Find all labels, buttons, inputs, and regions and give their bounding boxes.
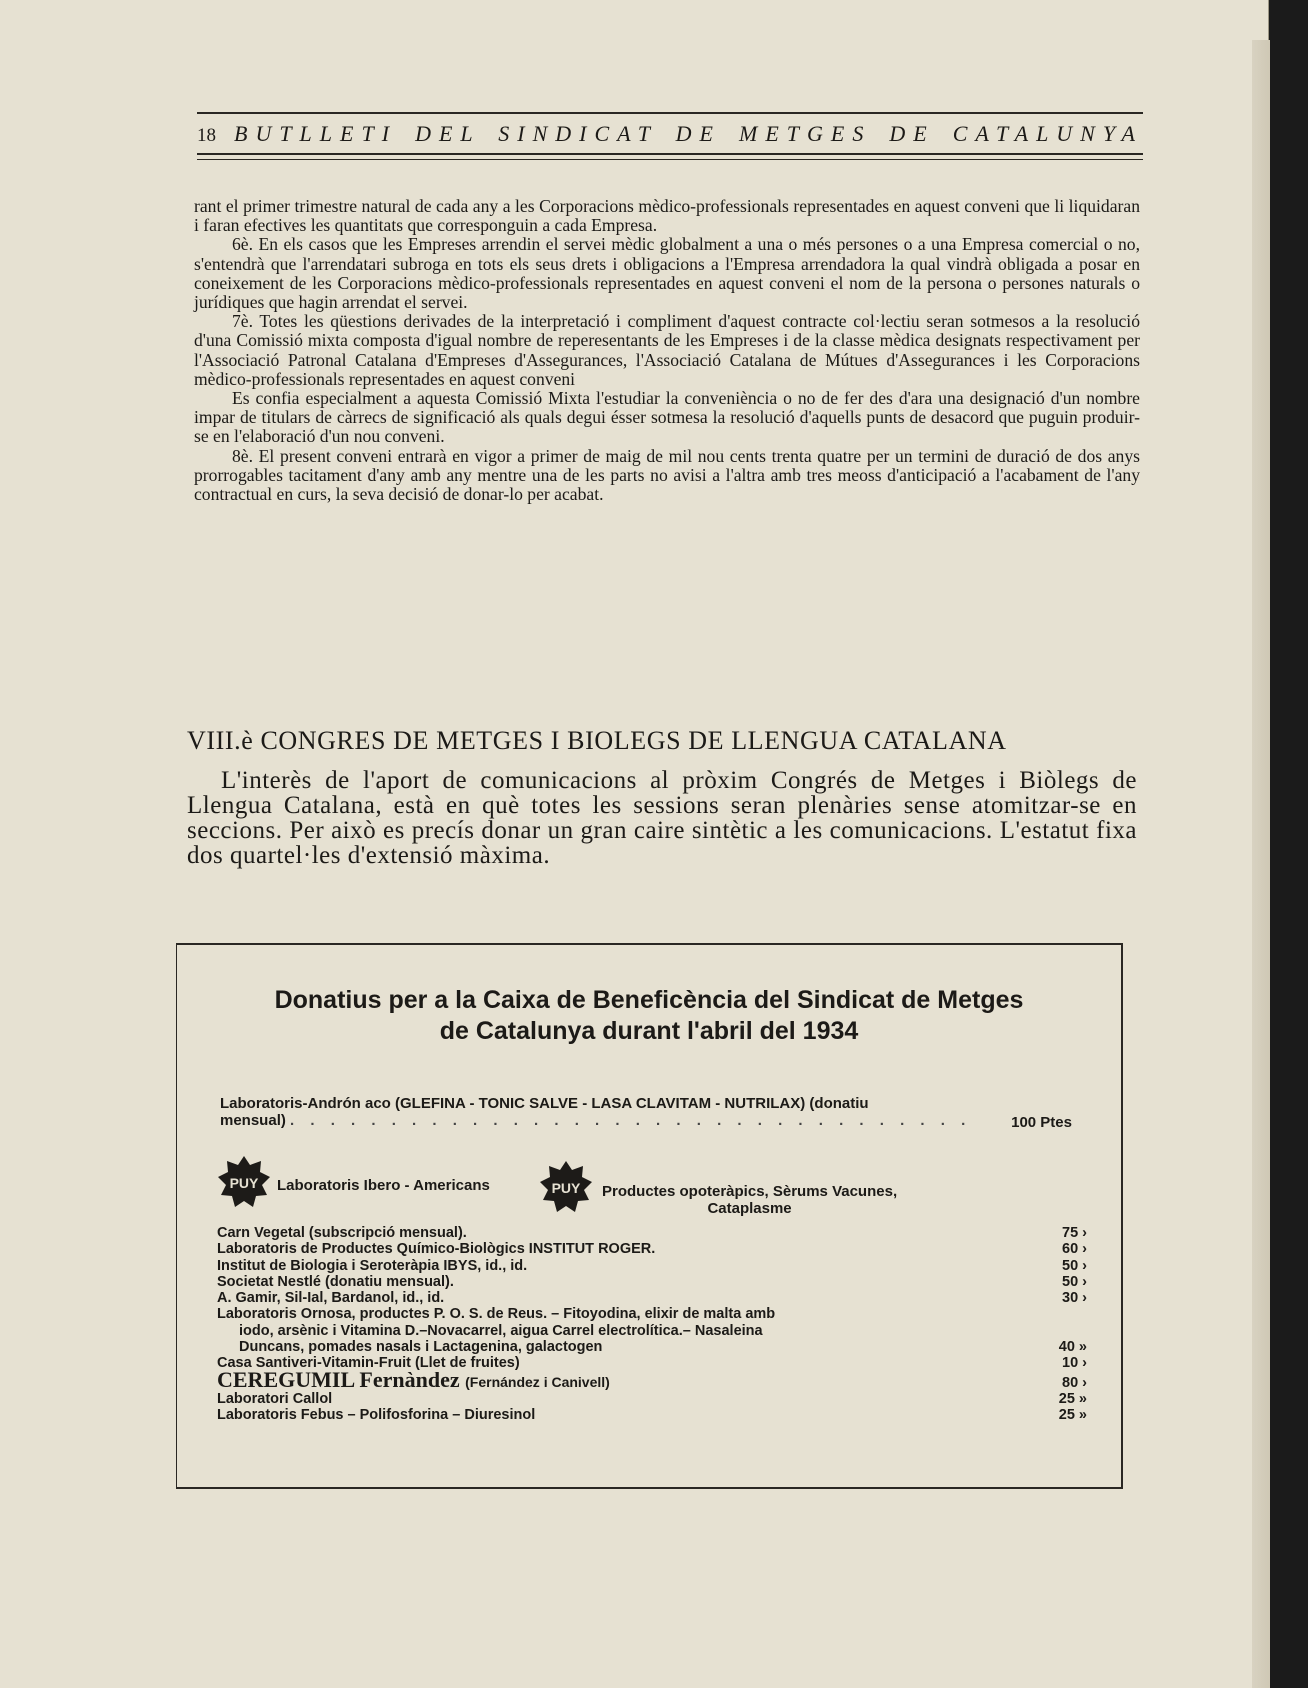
paragraph-3: 7è. Totes les qüestions derivades de la interpretació i compliment d'aquest contracte col·lectiu seran sotmesos a la resolució d'una Comissió mixta composta d'igual nombre de reperesentants de les Empreses i de la classe mèdica designats respectivament per l'Associació Patronal Catalana d'Empreses d'Assegurances, l'Associació Catalana de Mútues d'Assegurances i les Corporacions mèdico-professionals representades en aquest conveni [194, 311, 1140, 389]
productes-line-2: Cataplasme [707, 1200, 792, 1217]
donation-entry [217, 1274, 1087, 1290]
donations-title [177, 985, 1121, 1047]
donation-entry [217, 1241, 1087, 1257]
donation-entry [217, 1290, 1087, 1306]
donation-entry-text: iodo, arsènic i Vitamina D.–Novacarrel, aigua Carrel electrolítica.– Nasaleina [239, 1322, 763, 1339]
febus-text: Laboratoris Febus – Polifosforina – Diuresinol [217, 1407, 536, 1424]
donation-andromaco-line-1: Laboratoris-Andrón aco (GLEFINA - TONIC SALVE - LASA CLAVITAM - NUTRILAX) (donatiu [220, 1095, 869, 1112]
donation-entry-amount: 50 › [1062, 1257, 1087, 1274]
callol-text: Laboratori Callol [217, 1390, 333, 1407]
congress-paragraph: L'interès de l'aport de comunicacions al pròxim Congrés de Metges i Biòlegs de Llengua Catalana, està en què totes les sessions seran plenàries sense atomitzar-se en seccions. Per això es precís donar un gran caire sintètic a les comunicacions. L'estatut fixa dos quartel·les d'extensió màxima. [187, 767, 1137, 869]
puy-logo-icon-2 [539, 1160, 593, 1214]
paragraph-1: rant el primer trimestre natural de cada any a les Corporacions mèdico-professionals representades en aquest conveni que li liquidaran i faran efectives les quantitats que corresponguin a cada Empresa. [194, 196, 1140, 236]
donation-entry [217, 1323, 1087, 1339]
donations-title-line-2: de Catalunya durant l'abril del 1934 [439, 1017, 859, 1045]
page-number: 18 [197, 125, 216, 146]
donation-entry [217, 1225, 1087, 1241]
paragraph-4: Es confia especialment a aquesta Comissió Mixta l'estudiar la conveniència o no de fer des d'ara una designació d'un nombre impar de titulars de càrrecs de significació als quals degui ésser sotmesa la resolució d'aquells punts de desacord que puguin produir-se en l'elaboració d'un nou conveni. [194, 388, 1140, 447]
donation-entry-callol [217, 1391, 1087, 1407]
donation-entry-amount: 75 › [1062, 1225, 1087, 1241]
header-line [197, 114, 1143, 153]
puy-logo-icon [217, 1155, 271, 1209]
donation-andromaco-amount: 100 Ptes [1011, 1114, 1072, 1131]
article-body [194, 197, 1140, 504]
donation-entry-text: Duncans, pomades nasals i Lactagenina, galactogen [239, 1339, 603, 1356]
ceregumil-amount: 80 › [1062, 1374, 1087, 1391]
donation-entry-text: Laboratoris Ornosa, productes P. O. S. de Reus. – Fitoyodina, elixir de malta amb [217, 1306, 776, 1323]
paragraph-5: 8è. El present conveni entrarà en vigor a primer de maig de mil nou cents trenta quatre per un termini de duració de dos anys prorrogables tacitament d'any amb any mentre una de les parts no avisi a l'altra amb tres meoss d'anticipació a l'acabament de l'any contractual en curs, la seva decisió de donar-lo per acabat. [194, 445, 1140, 505]
puy-logo-text: PUY [229, 1175, 259, 1191]
donation-entry [217, 1258, 1087, 1274]
header-rule-thin [197, 159, 1143, 160]
paragraph-2: 6è. En els casos que les Empreses arrendin el servei mèdic globalment a una o més persones o a una Empresa comercial o no, s'entendrà que l'arrendatari subroga en tots els seus drets i obligacions a l'Empresa arrendadora la qual vindrà obligada a posar en coneixement de les Corporacions mèdico-professionals representades en aquest conveni el nom de la persona o persones naturals o jurídiques que hagin arrendat el servei. [194, 234, 1140, 313]
journal-title: BUTLLETI DEL SINDICAT DE METGES DE CATALUNYA [234, 121, 1143, 146]
donation-entry [217, 1306, 1087, 1322]
donation-entry-febus [217, 1407, 1087, 1423]
congress-heading: VIII.è CONGRES DE METGES I BIOLEGS DE LLENGUA CATALANA [187, 726, 1007, 755]
donations-box [176, 943, 1123, 1489]
donation-andromaco [220, 1095, 1072, 1129]
callol-amount: 25 » [1058, 1390, 1087, 1407]
page-edge [1252, 40, 1270, 1688]
donation-entry-ceregumil [217, 1372, 1087, 1391]
ceregumil-text-wrap [217, 1372, 1027, 1390]
running-header [197, 112, 1143, 160]
donation-entry-text: Institut de Biologia i Seroteràpia IBYS, id., id. [217, 1257, 528, 1274]
ibero-label: Laboratoris Ibero - Americans [277, 1177, 490, 1194]
donation-andromaco-line-2: mensual) [220, 1112, 286, 1129]
donation-entry [217, 1355, 1087, 1371]
donation-entry-text: Casa Santiveri-Vitamin-Fruit (Llet de fruites) [217, 1355, 520, 1372]
donations-list [217, 1225, 1087, 1424]
puy-logo-text-2: PUY [551, 1180, 581, 1196]
header-rule-bottom [197, 153, 1143, 155]
productes-label [602, 1183, 897, 1217]
congress-notice [187, 768, 1137, 868]
donation-entry-amount: 30 › [1062, 1290, 1087, 1307]
ceregumil-name: CEREGUMIL Fernàndez [217, 1371, 460, 1390]
donation-entry-amount: 60 › [1062, 1241, 1087, 1258]
ceregumil-sub: (Fernández i Canivell) [465, 1373, 610, 1390]
productes-line-1: Productes opoteràpics, Sèrums Vacunes, [602, 1183, 898, 1200]
donation-entry-amount: 10 › [1062, 1355, 1087, 1372]
donation-entry-text: Carn Vegetal (subscripció mensual). [217, 1225, 467, 1241]
donation-entry-text: A. Gamir, Sil-Ial, Bardanol, id., id. [217, 1290, 445, 1307]
donation-entry [217, 1339, 1087, 1355]
donation-entry-text: Laboratoris de Productes Químico-Biològics INSTITUT ROGER. [217, 1241, 656, 1258]
donation-andromaco-line-2-row [220, 1112, 1072, 1129]
donation-entry-amount: 40 » [1058, 1339, 1087, 1356]
donations-title-line-1: Donatius per a la Caixa de Beneficència del Sindicat de Metges [274, 986, 1024, 1014]
febus-amount: 25 » [1058, 1407, 1087, 1424]
dot-leaders: . . . . . . . . . . . . . . . . . . . . . . . . . . . . . . . . . . [290, 1112, 972, 1129]
donation-entry-text: Societat Nestlé (donatiu mensual). [217, 1273, 454, 1290]
donation-entry-amount: 50 › [1062, 1273, 1087, 1290]
